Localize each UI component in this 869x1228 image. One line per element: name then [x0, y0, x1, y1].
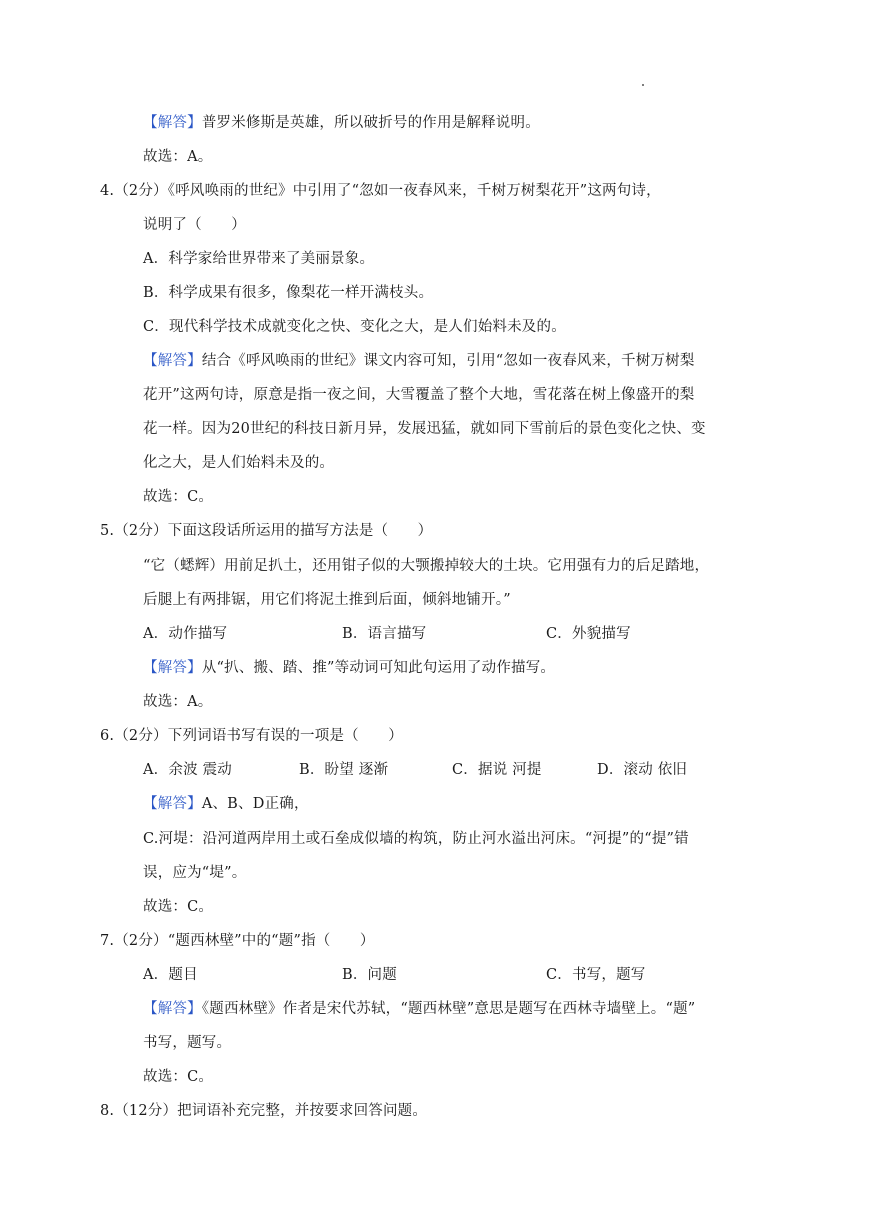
q5-passage-line-2: 后腿上有两排锯，用它们将泥土推到后面，倾斜地铺开。”: [143, 592, 511, 608]
q7-options: [143, 965, 646, 985]
q4-stem-line-2: 说明了（ ）: [143, 217, 246, 233]
q3-choice: 故选：A。: [143, 149, 213, 165]
q6-answer-line-2: C.河堤：沿河道两岸用土或石垒成似墙的构筑，防止河水溢出河床。“河提”的“提”错: [143, 831, 689, 847]
q7-option-a: A．题目: [143, 967, 198, 983]
answer-text: 结合《呼风唤雨的世纪》课文内容可知，引用“忽如一夜春风来，千树万树梨: [201, 353, 695, 369]
answer-text: 《题西林壁》作者是宋代苏轼，“题西林壁”意思是题写在西林寺墙壁上。“题”: [201, 1001, 696, 1017]
q5-option-a: A．动作描写: [143, 626, 228, 642]
q6-option-a: A．余波 震动: [143, 762, 232, 778]
q7-answer-line-2: 书写，题写。: [143, 1035, 232, 1051]
answer-tag: 【解答】: [143, 353, 202, 369]
answer-text: 从“扒、搬、踏、推”等动词可知此句运用了动作描写。: [201, 660, 556, 676]
q5-stem: 5.（2分）下面这段话所运用的描写方法是（ ）: [100, 523, 433, 539]
q7-option-c: C．书写，题写: [546, 967, 646, 983]
q7-stem: 7.（2分）“题西林壁”中的“题”指（ ）: [100, 933, 375, 949]
q7-answer-line-1: [143, 999, 695, 1019]
q6-answer-line-3: 误，应为“堤”。: [143, 865, 247, 881]
q4-option-a: A．科学家给世界带来了美丽景象。: [143, 251, 375, 267]
q4-answer-line-2: 花开”这两句诗，原意是指一夜之间，大雪覆盖了整个大地，雪花落在树上像盛开的梨: [143, 387, 695, 403]
q6-options: [143, 760, 687, 780]
q5-option-b: B．语言描写: [342, 626, 427, 642]
answer-tag: 【解答】: [143, 115, 202, 131]
q4-answer-line-3: 花一样。因为20世纪的科技日新月异，发展迅猛，就如同下雪前后的景色变化之快、变: [143, 421, 706, 437]
q5-option-c: C．外貌描写: [546, 626, 631, 642]
q6-option-c: C．据说 河提: [452, 762, 542, 778]
q6-answer-line-1: [143, 794, 309, 814]
q5-choice: 故选：A。: [143, 694, 213, 710]
page-mark: [642, 84, 644, 86]
answer-tag: 【解答】: [143, 1001, 202, 1017]
q7-option-b: B．问题: [342, 967, 397, 983]
q4-answer-line-1: [143, 351, 695, 371]
q4-option-c: C．现代科学技术成就变化之快、变化之大，是人们始料未及的。: [143, 319, 566, 335]
q5-answer: [143, 658, 555, 678]
q5-options: [143, 624, 631, 644]
q6-stem: 6.（2分）下列词语书写有误的一项是（ ）: [100, 728, 403, 744]
q3-answer: [143, 113, 540, 133]
q6-choice: 故选：C。: [143, 899, 214, 915]
answer-tag: 【解答】: [143, 796, 202, 812]
q4-choice: 故选：C。: [143, 489, 214, 505]
q7-choice: 故选：C。: [143, 1069, 214, 1085]
q4-option-b: B．科学成果有很多，像梨花一样开满枝头。: [143, 285, 434, 301]
answer-text: A、B、D正确，: [201, 796, 309, 812]
answer-text: 普罗米修斯是英雄，所以破折号的作用是解释说明。: [201, 115, 540, 131]
q4-answer-line-4: 化之大，是人们始料未及的。: [143, 455, 335, 471]
q4-stem-line-1: 4.（2分）《呼风唤雨的世纪》中引用了“忽如一夜春风来，千树万树梨花开”这两句诗，: [100, 183, 661, 199]
answer-tag: 【解答】: [143, 660, 202, 676]
q5-passage-line-1: “它（蟋辉）用前足扒土，还用钳子似的大颚搬掉较大的土块。它用强有力的后足踏地，: [143, 558, 710, 574]
q6-option-d: D．滚动 依旧: [597, 762, 688, 778]
q8-stem: 8.（12分）把词语补充完整，并按要求回答问题。: [100, 1103, 428, 1119]
q6-option-b: B．盼望 逐渐: [299, 762, 389, 778]
